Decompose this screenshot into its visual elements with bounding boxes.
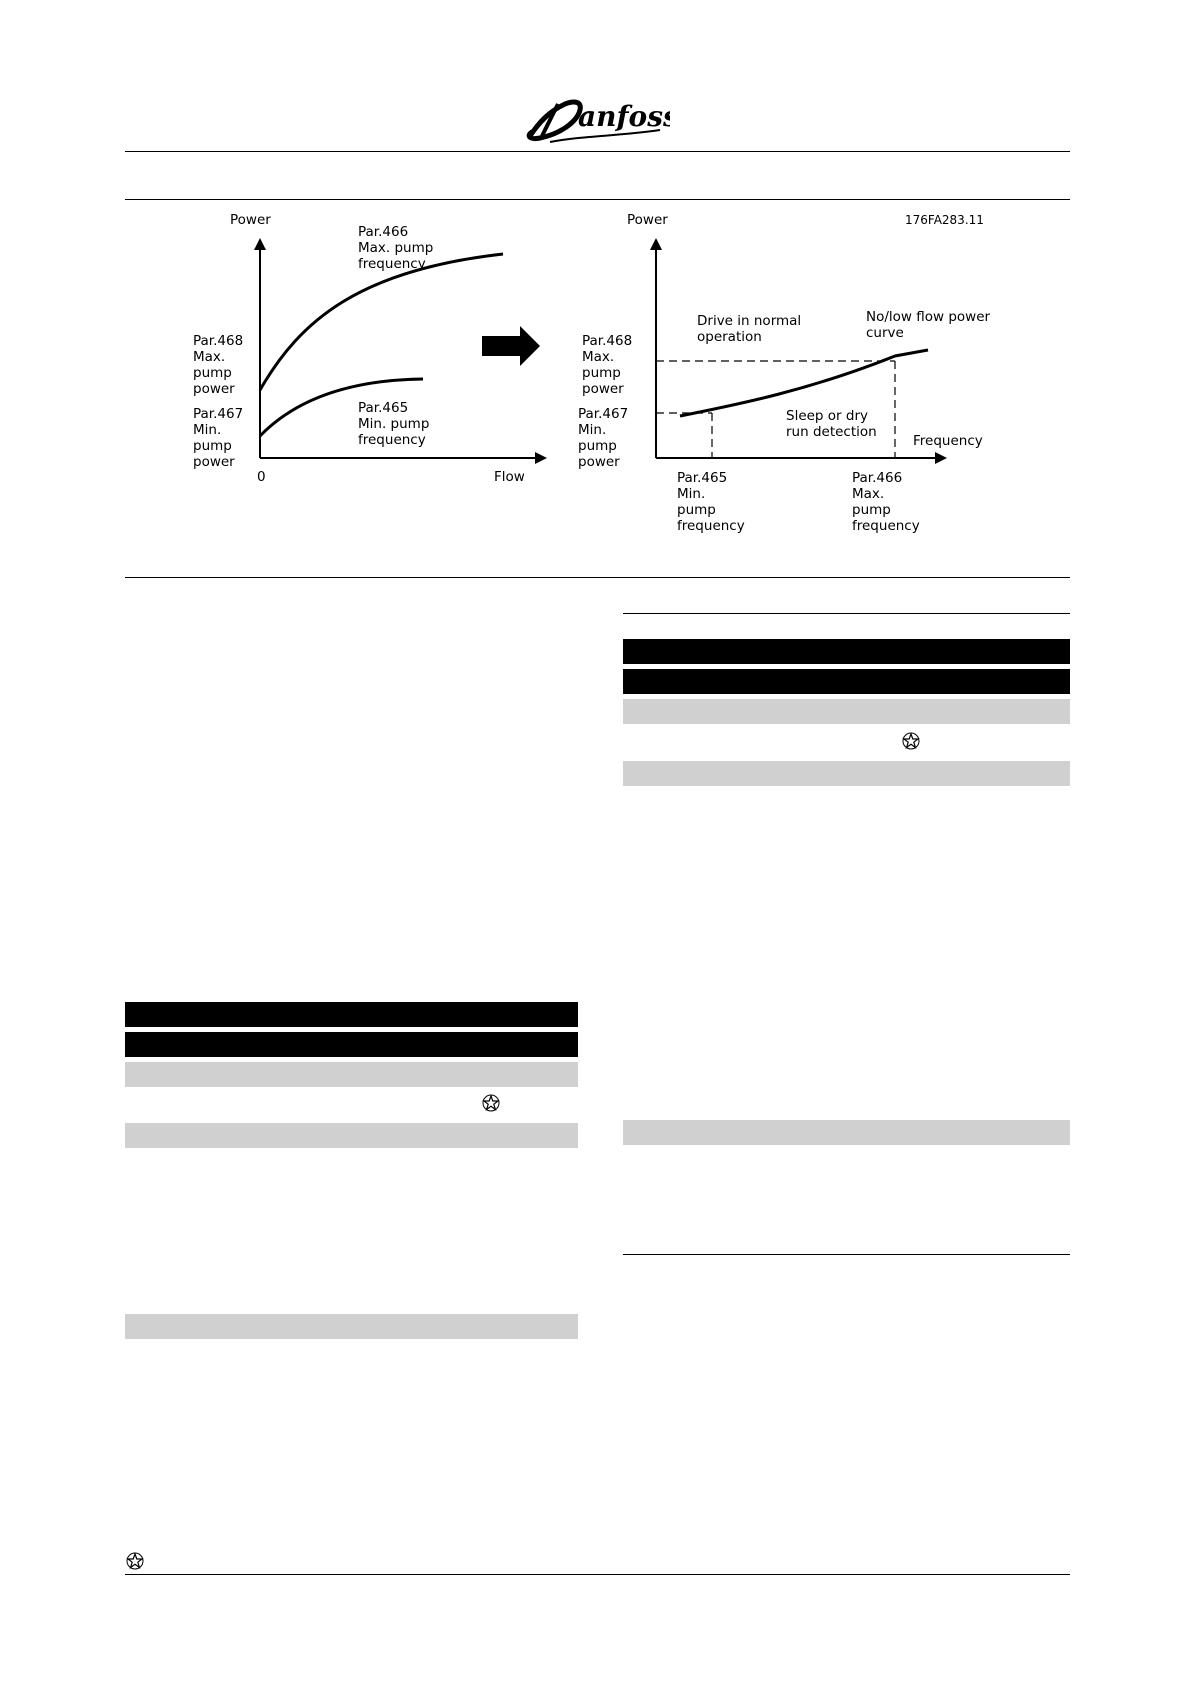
- right-chart: [578, 212, 994, 534]
- star-icon: [902, 732, 920, 750]
- right-description-bar: [623, 1120, 1070, 1145]
- star-icon: [482, 1094, 500, 1112]
- left-min-power-label: Par.467 Min. pump power: [193, 406, 244, 470]
- left-description-bar: [125, 1314, 578, 1339]
- transition-arrow-icon: [482, 326, 540, 366]
- right-max-power-label: Par.468 Max. pump power: [582, 333, 633, 397]
- right-y-axis-label: Power: [627, 212, 668, 228]
- power-curve-figure: [0, 0, 1190, 600]
- figure-ref-code: 176FA283.11: [905, 213, 984, 227]
- max-frequency-curve: [260, 254, 503, 390]
- left-upper-curve-label: Par.466 Max. pump frequency: [358, 224, 434, 272]
- right-section-rule: [623, 613, 1070, 614]
- right-x-axis-label: Frequency: [913, 433, 983, 449]
- right-min-frequency-label: Par.465 Min. pump frequency: [677, 470, 745, 534]
- left-param-header-bar-2: [125, 1032, 578, 1057]
- no-flow-power-curve: [680, 350, 928, 416]
- right-section-end-rule: [623, 1254, 1070, 1255]
- left-param-header-bar-1: [125, 1002, 578, 1027]
- right-param-header-bar-1: [623, 639, 1070, 664]
- right-curve-label: No/low flow power curve: [866, 309, 991, 341]
- right-min-power-label: Par.467 Min. pump power: [578, 406, 629, 470]
- left-function-bar: [125, 1123, 578, 1148]
- left-value-bar: [125, 1062, 578, 1087]
- left-x-axis-label: Flow: [494, 469, 525, 485]
- right-param-header-bar-2: [623, 669, 1070, 694]
- right-value-bar: [623, 699, 1070, 724]
- right-max-frequency-label: Par.466 Max. pump frequency: [852, 470, 920, 534]
- right-function-bar: [623, 761, 1070, 786]
- left-origin-label: 0: [257, 469, 266, 485]
- star-icon: [126, 1552, 144, 1570]
- right-detection-label: Sleep or dry run detection: [786, 408, 877, 440]
- left-max-power-label: Par.468 Max. pump power: [193, 333, 244, 397]
- left-y-axis-label: Power: [230, 212, 271, 228]
- left-lower-curve-label: Par.465 Min. pump frequency: [358, 400, 430, 448]
- svg-text:anfoss: anfoss: [578, 100, 670, 133]
- right-normal-operation-label: Drive in normal operation: [697, 313, 802, 345]
- footer-rule: [125, 1574, 1070, 1575]
